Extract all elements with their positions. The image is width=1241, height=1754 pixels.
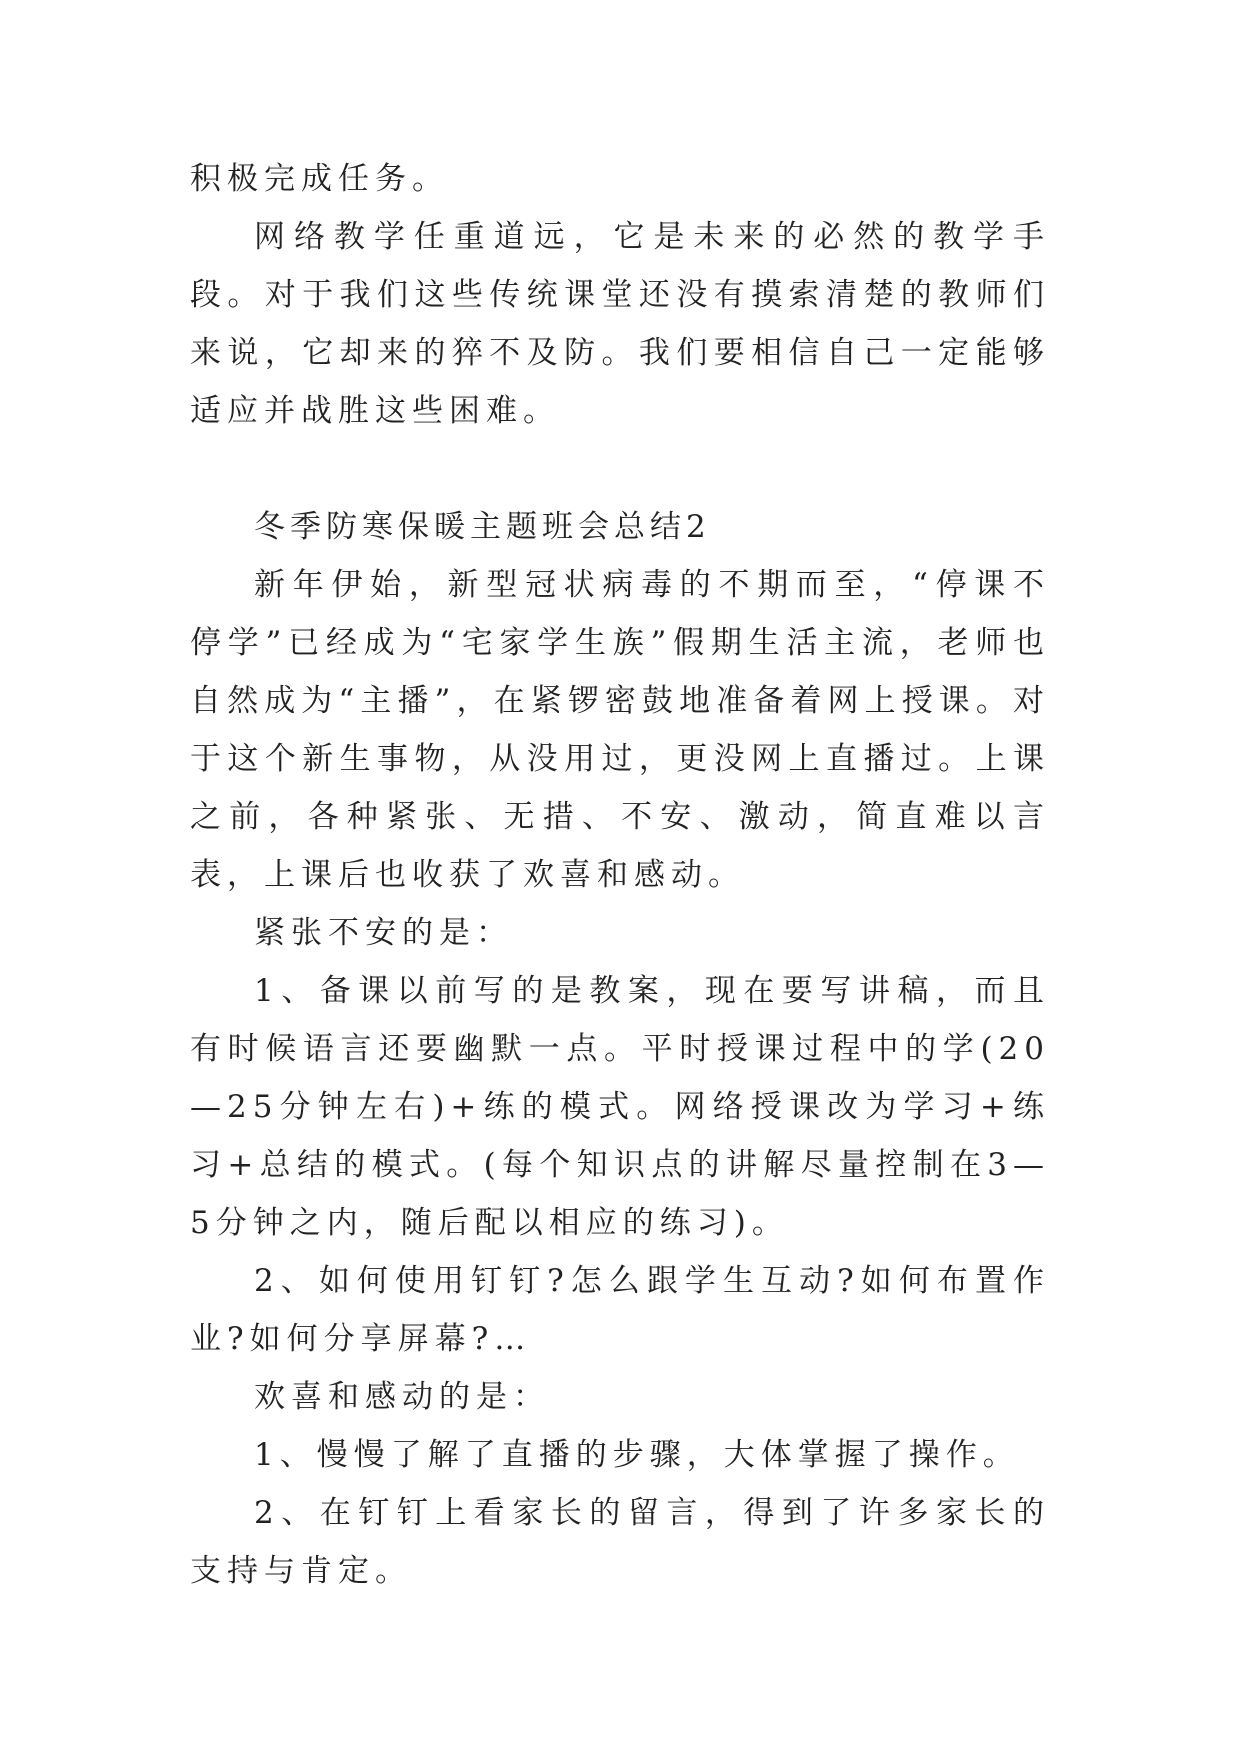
paragraph-intro: 新年伊始，新型冠状病毒的不期而至，“停课不停学”已经成为“宅家学生族”假期生活主流，老师也自然成为“主播”，在紧锣密鼓地准备着网上授课。对于这个新生事物，从没用过，更没网上直播过。上课之前，各种紧张、无措、不安、激动，简直难以言表，上课后也收获了欢喜和感动。 bbox=[190, 567, 1050, 893]
paragraph-continuation: 积极完成任务。 bbox=[190, 161, 449, 197]
paragraph-nervous-heading: 紧张不安的是： bbox=[254, 915, 513, 951]
paragraph-joy-item-2: 2、在钉钉上看家长的留言，得到了许多家长的支持与肯定。 bbox=[190, 1495, 1050, 1589]
paragraph-nervous-item-2: 2、如何使用钉钉?怎么跟学生互动?如何布置作业?如何分享屏幕?… bbox=[190, 1263, 1050, 1357]
paragraph-joy-item-1: 1、慢慢了解了直播的步骤，大体掌握了操作。 bbox=[254, 1437, 1020, 1473]
section-title: 冬季防寒保暖主题班会总结2 bbox=[254, 509, 711, 545]
paragraph-joy-heading: 欢喜和感动的是： bbox=[254, 1379, 550, 1415]
paragraph-nervous-item-1: 1、备课以前写的是教案，现在要写讲稿，而且有时候语言还要幽默一点。平时授课过程中的学(20—25分钟左右)+练的模式。网络授课改为学习+练习+总结的模式。(每个知识点的讲解尽量控制在3—5分钟之内，随后配以相应的练习)。 bbox=[190, 973, 1050, 1241]
paragraph-online-teaching: 网络教学任重道远，它是未来的必然的教学手段。对于我们这些传统课堂还没有摸索清楚的教师们来说，它却来的猝不及防。我们要相信自己一定能够适应并战胜这些困难。 bbox=[190, 219, 1050, 429]
document-page bbox=[190, 150, 1050, 1600]
